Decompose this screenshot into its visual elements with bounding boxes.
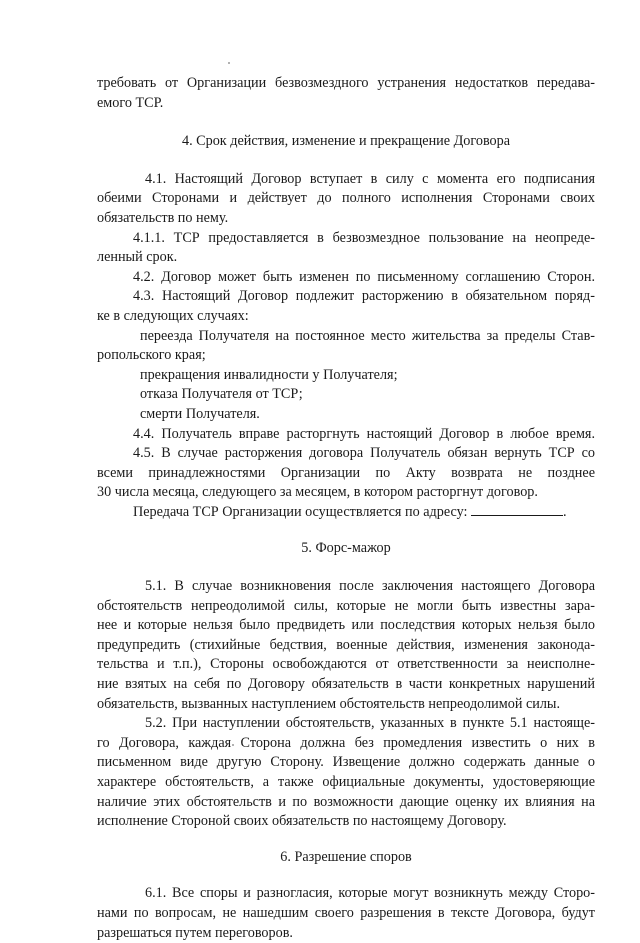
- intro-line-2: емого ТСР.: [97, 94, 164, 111]
- clause-5-1-line-7: обязательств, вызванных наступлением обстоятельств непреодолимой силы.: [97, 695, 561, 712]
- case-relocation-line-1: переезда Получателя на постоянное место жительства за пределы Став-: [140, 327, 595, 344]
- scan-speck-top: [228, 62, 230, 64]
- clause-6-1-line-1: 6.1. Все споры и разногласия, которые могут возникнуть между Сторо-: [145, 885, 595, 902]
- section-6-heading: 6. Разрешение споров: [280, 848, 412, 865]
- clause-5-2: [97, 714, 595, 832]
- intro-line-1: требовать от Организации безвозмездного устранения недостатков передава-: [97, 75, 595, 91]
- clause-4-3: [97, 287, 595, 326]
- clause-4-5-line-3: 30 числа месяца, следующего за месяцем, в котором расторгнут договор.: [97, 484, 538, 501]
- clause-4-1-1: [97, 229, 595, 268]
- clause-5-2-line-4: характере обстоятельств, а также официальные документы, удостоверяющие: [97, 774, 595, 790]
- termination-cases-list: [97, 327, 595, 425]
- section-5-heading: 5. Форс-мажор: [301, 540, 391, 557]
- clause-4-1-line-3: обязательств по нему.: [97, 209, 229, 226]
- clause-4-3-line-2: ке в следующих случаях:: [97, 307, 249, 324]
- clause-4-5: [97, 444, 595, 503]
- clause-5-2-line-3: письменном виде другую Сторону. Извещение должно содержать данные о: [97, 754, 595, 771]
- clause-5-1-line-2: обстоятельств непреодолимой силы, которые не могли быть известны зара-: [97, 597, 595, 614]
- clause-5-2-line-1: 5.2. При наступлении обстоятельств, указанных в пункте 5.1 настояще-: [145, 715, 595, 732]
- clause-6-1-line-3: разрешаться путем переговоров.: [97, 924, 293, 941]
- document-page: [97, 74, 595, 943]
- clause-5-1-line-5: тельства и т.п.), Стороны освобождаются от ответственности за неисполне-: [97, 656, 595, 673]
- clause-5-1: [97, 577, 595, 714]
- case-relocation-line-2: ропольского края;: [97, 347, 206, 364]
- case-death: смерти Получателя.: [140, 405, 260, 422]
- clause-4-5-line-2: всеми принадлежностями Организации по Акту возврата не позднее: [97, 464, 595, 481]
- clause-4-1-1-line-2: ленный срок.: [97, 249, 178, 266]
- transfer-address-end: .: [563, 503, 567, 520]
- clause-5-1-line-6: ние взятых на себя по Договору обязательств в части конкретных нарушений: [97, 676, 595, 693]
- clause-5-1-line-1: 5.1. В случае возникновения после заключения настоящего Договора: [145, 578, 595, 595]
- clause-4-1-line-2: обеими Сторонами и действует до полного исполнения Сторонами своих: [97, 190, 595, 207]
- clause-6-1: [97, 884, 595, 943]
- case-disability-end: прекращения инвалидности у Получателя;: [140, 366, 398, 383]
- clause-4-1-line-1: 4.1. Настоящий Договор вступает в силу с момента его подписания: [145, 170, 595, 187]
- clause-5-2-line-5: наличие этих обстоятельств и по возможности дающие оценку их влияния на: [97, 793, 595, 810]
- section-4-heading: 4. Срок действия, изменение и прекращение Договора: [181, 133, 511, 150]
- clause-5-2-line-2: го Договора, каждая Сторона должна без промедления известить о них в: [97, 734, 595, 751]
- clause-5-1-line-3: нее и которые нельзя было предвидеть или последствия которых нельзя было: [97, 617, 595, 634]
- transfer-address-line: [97, 503, 595, 523]
- address-blank-field: [471, 503, 563, 516]
- clause-5-1-line-4: предупредить (стихийные бедствия, военные действия, изменения законода-: [97, 636, 595, 653]
- intro-paragraph: [97, 74, 595, 113]
- clause-4-1-1-line-1: 4.1.1. ТСР предоставляется в безвозмездное пользование на неопреде-: [133, 229, 595, 246]
- transfer-address-text: Передача ТСР Организации осуществляется по адресу:: [133, 503, 468, 520]
- clause-5-2-line-6: исполнение Стороной своих обязательств по настоящему Договору.: [97, 813, 507, 830]
- clause-4-1: [97, 170, 595, 229]
- clause-4-2: 4.2. Договор может быть изменен по письменному соглашению Сторон.: [133, 268, 595, 285]
- clause-6-1-line-2: нами по вопросам, не нашедшим своего разрешения в тексте Договора, будут: [97, 904, 595, 921]
- case-refusal: отказа Получателя от ТСР;: [140, 386, 303, 403]
- clause-4-4: 4.4. Получатель вправе расторгнуть настоящий Договор в любое время.: [133, 425, 595, 442]
- clause-4-5-line-1: 4.5. В случае расторжения договора Получатель обязан вернуть ТСР со: [133, 445, 595, 462]
- clause-4-3-line-1: 4.3. Настоящий Договор подлежит расторжению в обязательном поряд-: [133, 288, 595, 305]
